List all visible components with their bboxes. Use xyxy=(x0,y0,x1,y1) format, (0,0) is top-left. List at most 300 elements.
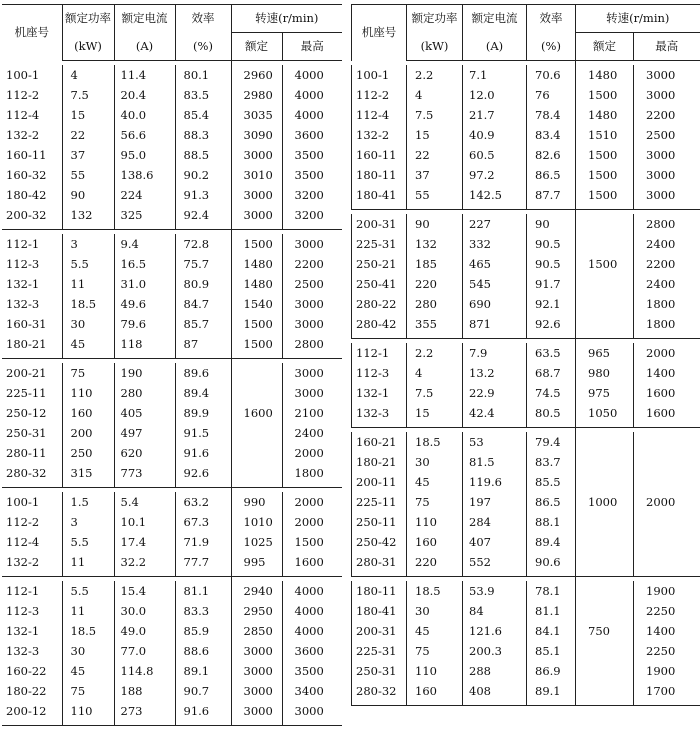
cell-rated-power: 30 xyxy=(62,314,114,334)
header-speed: 转速(r/min) xyxy=(576,5,700,33)
cell-rated-power: 110 xyxy=(407,512,463,532)
cell-speed-max: 4000 xyxy=(282,105,342,125)
cell-model: 280-11 xyxy=(6,445,47,460)
table-row xyxy=(352,363,700,383)
left-table-body xyxy=(2,61,342,726)
cell-rated-power: 355 xyxy=(407,314,463,334)
cell-rated-current: 16.5 xyxy=(114,254,175,274)
cell-efficiency: 74.5 xyxy=(527,383,576,403)
table-row xyxy=(2,234,342,254)
cell-rated-current: 325 xyxy=(114,205,175,225)
cell-speed-rated xyxy=(576,641,634,661)
cell-model: 180-41 xyxy=(352,601,407,621)
cell-rated-current: 620 xyxy=(114,443,175,463)
cell-efficiency: 91.6 xyxy=(175,701,231,721)
cell-speed-rated: 3000 xyxy=(231,661,282,681)
cell-rated-current: 15.4 xyxy=(114,581,175,601)
cell-rated-power: 22 xyxy=(407,145,463,165)
cell-speed-max: 2000 xyxy=(634,343,700,363)
cell-model: 280-22 xyxy=(352,294,407,314)
table-row xyxy=(352,274,700,294)
cell-efficiency: 82.6 xyxy=(527,145,576,165)
cell-rated-power: 4 xyxy=(407,363,463,383)
table-row xyxy=(2,185,342,205)
cell-rated-current: 13.2 xyxy=(463,363,527,383)
cell-rated-power: 160 xyxy=(407,681,463,701)
cell-speed-rated: 1500 xyxy=(576,85,634,105)
table-row xyxy=(352,343,700,363)
cell-speed-rated xyxy=(576,294,634,314)
cell-rated-current: 9.4 xyxy=(114,234,175,254)
cell-rated-power: 2.2 xyxy=(407,65,463,85)
header-rated-current: 额定电流 xyxy=(114,5,175,33)
cell-rated-power: 30 xyxy=(62,641,114,661)
table-row xyxy=(352,85,700,105)
cell-model: 200-31 xyxy=(352,214,407,234)
cell-speed-max: 2250 xyxy=(634,601,700,621)
cell-rated-current: 690 xyxy=(463,294,527,314)
table-row xyxy=(2,165,342,185)
header-efficiency-unit: (%) xyxy=(527,33,576,61)
cell-efficiency: 92.4 xyxy=(175,205,231,225)
cell-speed-rated xyxy=(231,363,282,383)
cell-rated-power: 90 xyxy=(62,185,114,205)
cell-speed-rated xyxy=(576,601,634,621)
cell-efficiency: 78.1 xyxy=(527,581,576,601)
cell-rated-power: 315 xyxy=(62,463,114,483)
cell-speed-max: 4000 xyxy=(282,601,342,621)
cell-efficiency: 92.6 xyxy=(527,314,576,334)
cell-rated-current: 22.9 xyxy=(463,383,527,403)
cell-efficiency: 86.5 xyxy=(527,492,576,512)
cell-rated-power: 37 xyxy=(407,165,463,185)
cell-speed-rated: 1500 xyxy=(231,234,282,254)
cell-efficiency: 89.4 xyxy=(175,383,231,403)
cell-speed-rated xyxy=(576,581,634,601)
cell-speed-max: 3500 xyxy=(282,145,342,165)
cell-efficiency: 88.5 xyxy=(175,145,231,165)
cell-efficiency: 91.6 xyxy=(175,443,231,463)
cell-efficiency: 91.5 xyxy=(175,423,231,443)
cell-model: 280-32 xyxy=(6,465,47,480)
cell-rated-current: 227 xyxy=(463,214,527,234)
right-spec-table xyxy=(351,4,700,706)
cell-speed-max: 3200 xyxy=(282,185,342,205)
cell-speed-max: 1800 xyxy=(282,463,342,483)
cell-rated-power: 160 xyxy=(62,403,114,423)
cell-efficiency: 89.1 xyxy=(527,681,576,701)
table-row xyxy=(352,214,700,234)
cell-efficiency: 77.7 xyxy=(175,552,231,572)
cell-speed-rated: 2850 xyxy=(231,621,282,641)
cell-efficiency: 90.2 xyxy=(175,165,231,185)
cell-rated-power: 15 xyxy=(62,105,114,125)
cell-model: 225-11 xyxy=(6,385,47,400)
header-efficiency-unit: (%) xyxy=(175,33,231,61)
cell-model: 250-42 xyxy=(352,532,407,552)
cell-rated-current: 552 xyxy=(463,552,527,572)
cell-model: 132-3 xyxy=(6,643,40,658)
cell-model: 112-3 xyxy=(6,256,40,271)
cell-model: 160-31 xyxy=(6,316,47,331)
cell-speed-rated: 1600 xyxy=(231,403,282,423)
cell-efficiency: 63.2 xyxy=(175,492,231,512)
cell-rated-current: 11.4 xyxy=(114,65,175,85)
cell-rated-current: 408 xyxy=(463,681,527,701)
cell-model: 180-11 xyxy=(352,581,407,601)
cell-speed-rated: 1000 xyxy=(576,492,634,512)
cell-speed-max: 2800 xyxy=(282,334,342,354)
cell-speed-max: 1900 xyxy=(634,581,700,601)
cell-speed-rated: 2940 xyxy=(231,581,282,601)
cell-efficiency: 63.5 xyxy=(527,343,576,363)
table-row xyxy=(352,432,700,452)
cell-model: 225-31 xyxy=(352,641,407,661)
cell-speed-rated: 990 xyxy=(231,492,282,512)
cell-model: 112-3 xyxy=(352,363,407,383)
header-rated-current-unit: (A) xyxy=(463,33,527,61)
cell-speed-rated: 3000 xyxy=(231,701,282,721)
cell-speed-max: 2000 xyxy=(282,443,342,463)
cell-speed-max: 2250 xyxy=(634,641,700,661)
cell-speed-max: 1600 xyxy=(634,403,700,423)
cell-rated-current: 118 xyxy=(114,334,175,354)
cell-model: 112-4 xyxy=(6,107,40,122)
table-row xyxy=(352,234,700,254)
cell-speed-rated xyxy=(231,423,282,443)
cell-model: 100-1 xyxy=(6,67,40,82)
cell-efficiency: 88.3 xyxy=(175,125,231,145)
cell-speed-rated: 1510 xyxy=(576,125,634,145)
cell-speed-max: 3000 xyxy=(282,701,342,721)
cell-speed-rated: 1010 xyxy=(231,512,282,532)
cell-speed-max: 2000 xyxy=(634,492,700,512)
cell-model: 280-31 xyxy=(352,552,407,572)
header-rated-power-unit: (kW) xyxy=(407,33,463,61)
cell-speed-max: 2100 xyxy=(282,403,342,423)
table-row xyxy=(2,492,342,512)
table-row xyxy=(352,532,700,552)
cell-speed-max: 3500 xyxy=(282,661,342,681)
cell-speed-rated: 1500 xyxy=(576,165,634,185)
cell-speed-max: 1600 xyxy=(634,383,700,403)
table-row xyxy=(352,185,700,205)
cell-rated-power: 5.5 xyxy=(62,532,114,552)
cell-speed-rated: 3000 xyxy=(231,205,282,225)
cell-rated-current: 20.4 xyxy=(114,85,175,105)
header-rated-power-unit: (kW) xyxy=(62,33,114,61)
cell-speed-max: 2000 xyxy=(282,512,342,532)
cell-speed-max: 3000 xyxy=(634,165,700,185)
cell-speed-rated: 2960 xyxy=(231,65,282,85)
cell-rated-power: 110 xyxy=(407,661,463,681)
cell-rated-power: 37 xyxy=(62,145,114,165)
cell-efficiency: 83.4 xyxy=(527,125,576,145)
table-row xyxy=(2,423,342,443)
table-row xyxy=(352,621,700,641)
cell-speed-max: 4000 xyxy=(282,85,342,105)
cell-model: 112-1 xyxy=(6,583,40,598)
cell-rated-power: 11 xyxy=(62,274,114,294)
cell-speed-max xyxy=(634,552,700,572)
cell-rated-power: 15 xyxy=(407,125,463,145)
cell-rated-current: 190 xyxy=(114,363,175,383)
cell-speed-rated: 3000 xyxy=(231,145,282,165)
cell-speed-rated xyxy=(576,512,634,532)
table-row xyxy=(352,512,700,532)
cell-rated-current: 188 xyxy=(114,681,175,701)
cell-efficiency: 85.5 xyxy=(527,472,576,492)
cell-model: 200-11 xyxy=(352,472,407,492)
cell-efficiency: 81.1 xyxy=(175,581,231,601)
cell-speed-rated: 1500 xyxy=(576,254,634,274)
cell-speed-rated xyxy=(576,472,634,492)
cell-model: 160-22 xyxy=(6,663,47,678)
cell-rated-power: 220 xyxy=(407,552,463,572)
cell-rated-power: 132 xyxy=(62,205,114,225)
cell-rated-power: 280 xyxy=(407,294,463,314)
cell-rated-power: 250 xyxy=(62,443,114,463)
cell-model: 180-22 xyxy=(6,683,47,698)
cell-speed-max xyxy=(634,452,700,472)
cell-rated-power: 55 xyxy=(62,165,114,185)
cell-model: 132-2 xyxy=(352,125,407,145)
cell-model: 280-32 xyxy=(352,681,407,701)
group-divider xyxy=(352,701,700,706)
cell-model: 250-12 xyxy=(6,405,47,420)
cell-speed-rated: 3000 xyxy=(231,185,282,205)
cell-rated-power: 45 xyxy=(407,621,463,641)
table-row xyxy=(352,294,700,314)
cell-rated-power: 200 xyxy=(62,423,114,443)
cell-efficiency: 88.6 xyxy=(175,641,231,661)
header-speed-max: 最高 xyxy=(282,33,342,61)
cell-efficiency: 90.6 xyxy=(527,552,576,572)
table-row xyxy=(352,661,700,681)
cell-speed-max: 2200 xyxy=(634,254,700,274)
cell-speed-max: 2400 xyxy=(634,234,700,254)
cell-speed-rated: 1050 xyxy=(576,403,634,423)
cell-efficiency: 72.8 xyxy=(175,234,231,254)
header-rated-current: 额定电流 xyxy=(463,5,527,33)
cell-speed-rated xyxy=(576,274,634,294)
cell-efficiency: 88.1 xyxy=(527,512,576,532)
header-rated-current-unit: (A) xyxy=(114,33,175,61)
cell-model: 160-11 xyxy=(6,147,47,162)
cell-rated-current: 142.5 xyxy=(463,185,527,205)
cell-rated-power: 11 xyxy=(62,552,114,572)
cell-speed-rated: 1540 xyxy=(231,294,282,314)
cell-rated-power: 75 xyxy=(62,363,114,383)
cell-rated-power: 11 xyxy=(62,601,114,621)
cell-model: 112-4 xyxy=(6,534,40,549)
cell-rated-power: 2.2 xyxy=(407,343,463,363)
cell-speed-rated: 975 xyxy=(576,383,634,403)
cell-speed-rated: 1500 xyxy=(231,314,282,334)
table-row xyxy=(352,681,700,701)
cell-efficiency: 85.4 xyxy=(175,105,231,125)
cell-rated-power: 45 xyxy=(407,472,463,492)
cell-speed-rated: 1480 xyxy=(231,274,282,294)
cell-speed-rated: 1025 xyxy=(231,532,282,552)
cell-efficiency: 85.7 xyxy=(175,314,231,334)
cell-efficiency: 90.5 xyxy=(527,234,576,254)
cell-efficiency: 89.9 xyxy=(175,403,231,423)
cell-speed-max: 3000 xyxy=(634,65,700,85)
table-row xyxy=(2,463,342,483)
cell-rated-current: 49.0 xyxy=(114,621,175,641)
table-row xyxy=(2,294,342,314)
cell-rated-power: 22 xyxy=(62,125,114,145)
cell-rated-current: 545 xyxy=(463,274,527,294)
cell-rated-current: 40.9 xyxy=(463,125,527,145)
cell-speed-rated: 3000 xyxy=(231,681,282,701)
cell-model: 280-42 xyxy=(352,314,407,334)
cell-rated-power: 5.5 xyxy=(62,581,114,601)
cell-rated-current: 332 xyxy=(463,234,527,254)
cell-speed-rated xyxy=(576,532,634,552)
cell-model: 112-2 xyxy=(352,85,407,105)
cell-efficiency: 76 xyxy=(527,85,576,105)
cell-model: 112-1 xyxy=(6,236,40,251)
cell-efficiency: 90.5 xyxy=(527,254,576,274)
cell-speed-rated: 3090 xyxy=(231,125,282,145)
cell-model: 250-31 xyxy=(352,661,407,681)
cell-rated-current: 42.4 xyxy=(463,403,527,423)
table-row xyxy=(352,105,700,125)
cell-model: 100-1 xyxy=(6,494,40,509)
cell-speed-rated xyxy=(576,214,634,234)
cell-speed-max: 3200 xyxy=(282,205,342,225)
table-row xyxy=(2,701,342,721)
cell-speed-rated: 1480 xyxy=(576,105,634,125)
cell-speed-max: 3400 xyxy=(282,681,342,701)
cell-speed-max: 1500 xyxy=(282,532,342,552)
cell-efficiency: 86.5 xyxy=(527,165,576,185)
cell-efficiency: 81.1 xyxy=(527,601,576,621)
cell-speed-rated xyxy=(576,681,634,701)
cell-model: 200-32 xyxy=(6,207,47,222)
cell-efficiency: 90.7 xyxy=(175,681,231,701)
header-rated-power: 额定功率 xyxy=(62,5,114,33)
cell-model: 160-11 xyxy=(352,145,407,165)
cell-speed-rated xyxy=(576,234,634,254)
cell-rated-current: 405 xyxy=(114,403,175,423)
header-speed-rated: 额定 xyxy=(231,33,282,61)
cell-speed-max: 3000 xyxy=(634,185,700,205)
table-row xyxy=(352,383,700,403)
cell-rated-current: 497 xyxy=(114,423,175,443)
cell-rated-current: 56.6 xyxy=(114,125,175,145)
cell-speed-rated xyxy=(231,443,282,463)
cell-rated-current: 60.5 xyxy=(463,145,527,165)
table-row xyxy=(352,254,700,274)
cell-efficiency: 85.1 xyxy=(527,641,576,661)
cell-efficiency: 75.7 xyxy=(175,254,231,274)
cell-speed-rated: 1500 xyxy=(576,145,634,165)
cell-rated-current: 95.0 xyxy=(114,145,175,165)
cell-speed-max: 3000 xyxy=(282,314,342,334)
cell-rated-current: 53 xyxy=(463,432,527,452)
cell-rated-current: 114.8 xyxy=(114,661,175,681)
cell-speed-max: 1800 xyxy=(634,294,700,314)
table-row xyxy=(2,274,342,294)
cell-speed-max: 4000 xyxy=(282,621,342,641)
cell-efficiency: 84.1 xyxy=(527,621,576,641)
cell-model: 112-2 xyxy=(6,87,40,102)
cell-model: 132-3 xyxy=(6,296,40,311)
cell-model: 250-21 xyxy=(352,254,407,274)
right-table-body xyxy=(352,61,700,706)
cell-speed-max: 3000 xyxy=(282,234,342,254)
cell-model: 200-12 xyxy=(6,703,47,718)
table-row xyxy=(2,552,342,572)
cell-speed-max: 4000 xyxy=(282,65,342,85)
cell-speed-rated: 3035 xyxy=(231,105,282,125)
cell-rated-current: 30.0 xyxy=(114,601,175,621)
cell-speed-rated: 1480 xyxy=(231,254,282,274)
cell-rated-power: 75 xyxy=(62,681,114,701)
cell-rated-power: 18.5 xyxy=(407,581,463,601)
cell-efficiency: 84.7 xyxy=(175,294,231,314)
cell-speed-max xyxy=(634,512,700,532)
cell-rated-power: 3 xyxy=(62,512,114,532)
table-row xyxy=(2,363,342,383)
table-row xyxy=(352,581,700,601)
cell-model: 132-1 xyxy=(352,383,407,403)
cell-rated-power: 90 xyxy=(407,214,463,234)
cell-speed-rated xyxy=(231,383,282,403)
header-speed-max: 最高 xyxy=(634,33,700,61)
cell-efficiency: 85.9 xyxy=(175,621,231,641)
cell-speed-max: 2400 xyxy=(282,423,342,443)
header-rated-power: 额定功率 xyxy=(407,5,463,33)
table-row xyxy=(2,145,342,165)
cell-speed-max xyxy=(634,432,700,452)
table-row xyxy=(2,383,342,403)
cell-speed-rated: 965 xyxy=(576,343,634,363)
cell-speed-max: 3000 xyxy=(634,145,700,165)
cell-speed-rated xyxy=(576,661,634,681)
cell-rated-current: 40.0 xyxy=(114,105,175,125)
cell-speed-rated xyxy=(576,314,634,334)
cell-model: 180-42 xyxy=(6,187,47,202)
cell-efficiency: 90 xyxy=(527,214,576,234)
cell-rated-current: 119.6 xyxy=(463,472,527,492)
left-spec-table xyxy=(2,4,342,726)
table-row xyxy=(2,334,342,354)
cell-rated-power: 3 xyxy=(62,234,114,254)
cell-rated-power: 7.5 xyxy=(62,85,114,105)
cell-model: 132-1 xyxy=(6,276,40,291)
cell-speed-rated xyxy=(576,432,634,452)
cell-speed-rated: 1480 xyxy=(576,65,634,85)
cell-rated-power: 185 xyxy=(407,254,463,274)
cell-rated-current: 84 xyxy=(463,601,527,621)
cell-speed-max: 1800 xyxy=(634,314,700,334)
cell-rated-power: 110 xyxy=(62,383,114,403)
cell-speed-rated: 3010 xyxy=(231,165,282,185)
cell-model: 112-3 xyxy=(6,603,40,618)
table-row xyxy=(2,125,342,145)
cell-model: 180-11 xyxy=(352,165,407,185)
cell-rated-current: 32.2 xyxy=(114,552,175,572)
cell-speed-max: 2500 xyxy=(282,274,342,294)
cell-speed-max: 1900 xyxy=(634,661,700,681)
cell-speed-max: 3000 xyxy=(282,363,342,383)
cell-model: 132-3 xyxy=(352,403,407,423)
table-row xyxy=(352,601,700,621)
